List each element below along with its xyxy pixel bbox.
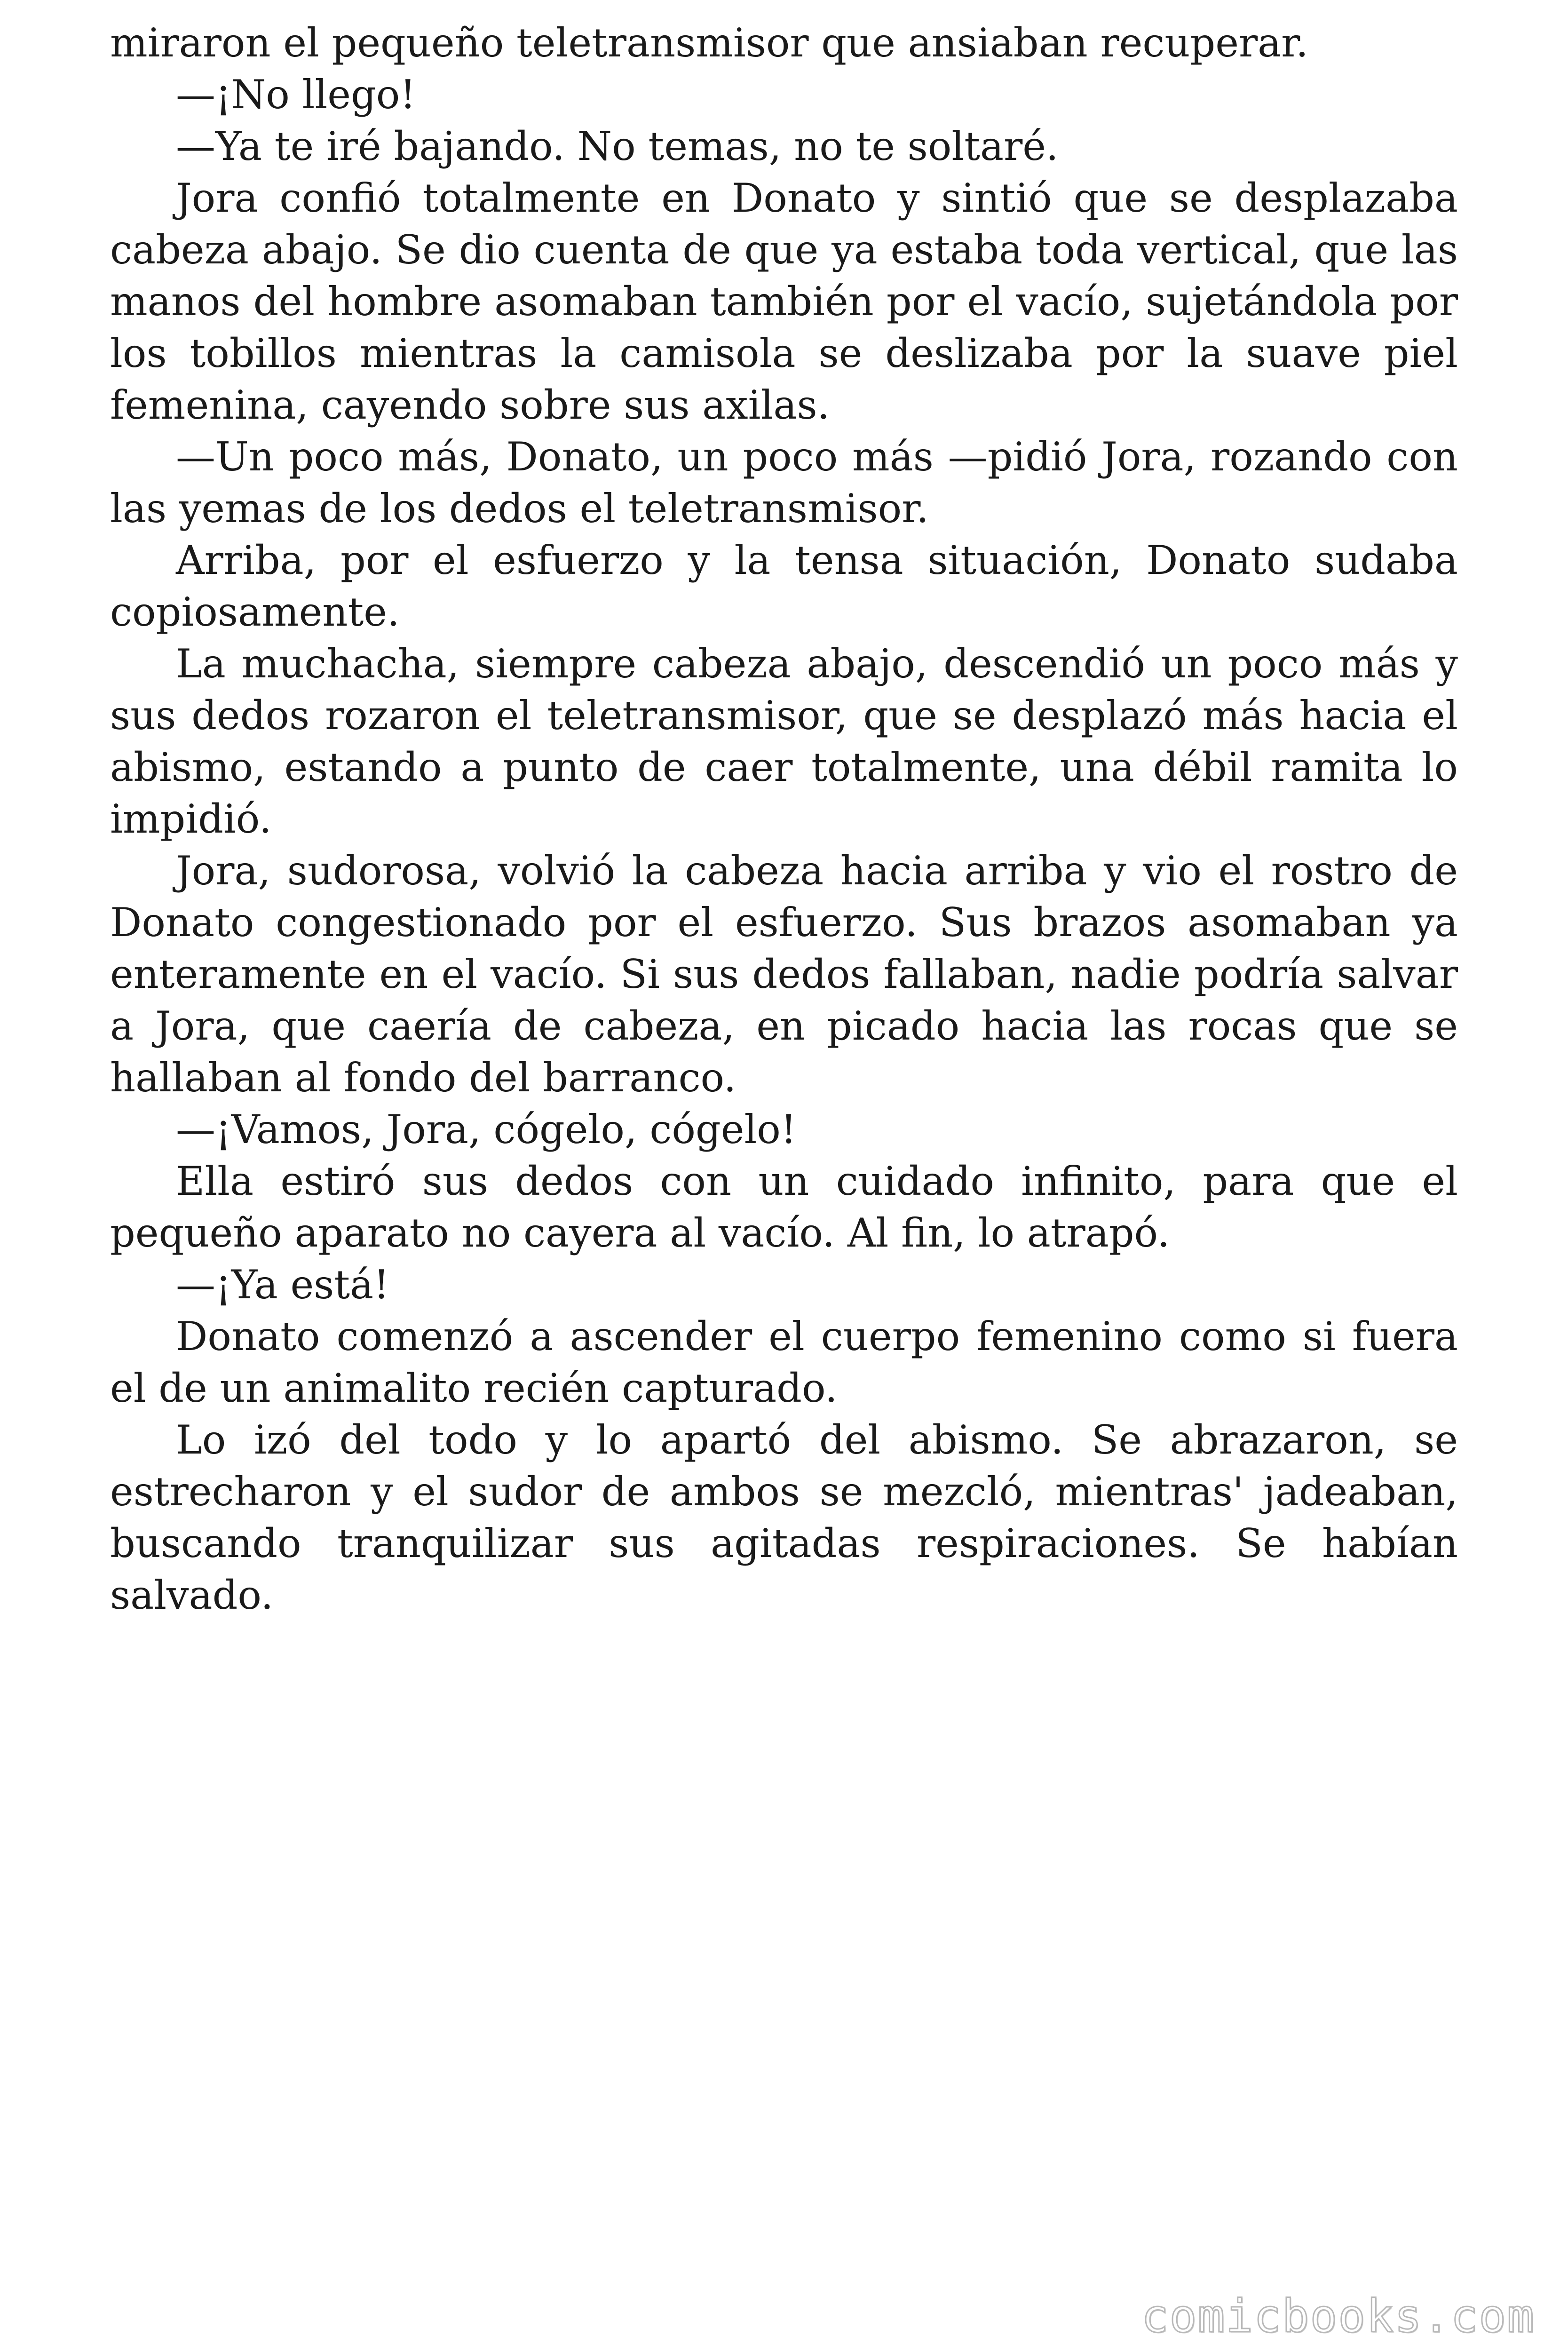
paragraph-10: Ella estiró sus dedos con un cuidado infinito, para que el pequeño aparato no cayera al vacío. Al fin, lo atrapó. [110, 1158, 1458, 1256]
paragraph-11: —¡Ya está! [176, 1262, 389, 1308]
paragraph-8: Jora, sudorosa, volvió la cabeza hacia arriba y vio el rostro de Donato congestionado por el esfuerzo. Sus brazos asomaban ya enteramente en el vacío. Si sus dedos fallaban, nadie podría salvar a Jora, que caería de cabeza, en picado hacia las rocas que se hallaban al fondo del barranco. [110, 848, 1458, 1101]
body-text [110, 17, 1458, 1621]
paragraph-6: Arriba, por el esfuerzo y la tensa situación, Donato sudaba copiosamente. [110, 537, 1458, 635]
paragraph-2: —¡No llego! [176, 72, 416, 118]
paragraph-12: Donato comenzó a ascender el cuerpo femenino como si fuera el de un animalito recién capturado. [110, 1313, 1458, 1411]
paragraph-5: —Un poco más, Donato, un poco más —pidió Jora, rozando con las yemas de los dedos el teletransmisor. [110, 434, 1458, 532]
paragraph-13: Lo izó del todo y lo apartó del abismo. Se abrazaron, se estrecharon y el sudor de ambos se mezcló, mientras' jadeaban, buscando tranquilizar sus agitadas respiraciones. Se habían salvado. [110, 1417, 1458, 1618]
paragraph-9: —¡Vamos, Jora, cógelo, cógelo! [176, 1106, 797, 1152]
paragraph-4: Jora confió totalmente en Donato y sintió que se desplazaba cabeza abajo. Se dio cuenta de que ya estaba toda vertical, que las manos del hombre asomaban también por el vacío, sujetándola por los tobillos mientras la camisola se deslizaba por la suave piel femenina, cayendo sobre sus axilas. [110, 175, 1458, 428]
paragraph-3: —Ya te iré bajando. No temas, no te soltaré. [176, 123, 1059, 169]
paragraph-7: La muchacha, siempre cabeza abajo, descendió un poco más y sus dedos rozaron el teletransmisor, que se desplazó más hacia el abismo, estando a punto de caer totalmente, una débil ramita lo impidió. [110, 641, 1458, 842]
watermark: comicbooks.com [1141, 2290, 1535, 2343]
paragraph-1: miraron el pequeño teletransmisor que ansiaban recuperar. [110, 20, 1308, 66]
